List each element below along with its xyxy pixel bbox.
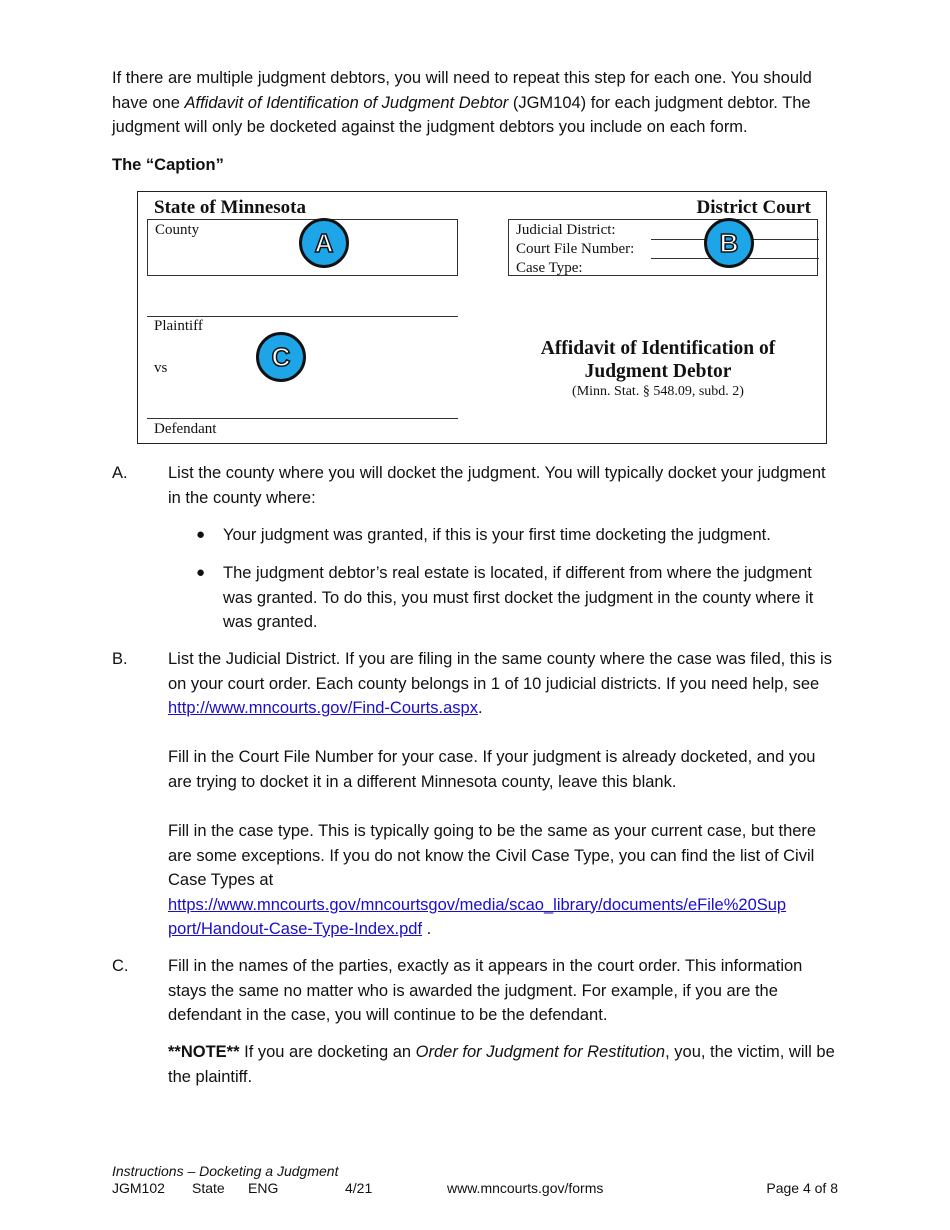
defendant-label: Defendant — [154, 421, 217, 437]
intro-paragraph: If there are multiple judgment debtors, you will need to repeat this step for each one. You should have one Affidavit of Identification of Judgment Debtor (JGM104) for each judgment debtor. The judgment will only be docketed against the judgment debtors you include on each form. — [112, 69, 812, 136]
item-a-bullet-1: Your judgment was granted, if this is your first time docketing the judgment. — [223, 526, 771, 544]
plaintiff-label: Plaintiff — [154, 318, 203, 334]
statute-citation: (Minn. Stat. § 548.09, subd. 2) — [572, 384, 744, 399]
footer-page-number: Page 4 of 8 — [766, 1180, 838, 1196]
court-title: District Court — [696, 197, 811, 218]
item-c-text: Fill in the names of the parties, exactly as it appears in the court order. This information stays the same no matter who is awarded the judgment. For example, if you are the defendant in the case, you will continue to be the defendant. — [168, 957, 803, 1024]
court-file-number-label: Court File Number: — [516, 241, 635, 257]
form-title-block — [498, 337, 818, 400]
caption-figure — [137, 191, 827, 444]
callout-a-badge: A — [299, 218, 349, 268]
note-label: **NOTE** — [168, 1043, 240, 1061]
item-b-letter: B. — [112, 650, 128, 668]
case-type-label: Case Type: — [516, 260, 583, 276]
footer-jurisdiction: State — [192, 1180, 225, 1196]
case-type-instructions: Fill in the case type. This is typically going to be the same as your current case, but there are some exceptions. If you do not know the Civil Case Type, you can find the list of Civil Case Types at https://www.mncourts.gov/mncourtsgov/media/scao_library/documents/eFile%20Sup port/Handout-Case-Type-Index.pdf . — [168, 822, 817, 938]
county-label: County — [155, 222, 200, 238]
bullet-marker: ● — [196, 526, 206, 543]
restitution-note: **NOTE** If you are docketing an Order for Judgment for Restitution, you, the victim, will be the plaintiff. — [168, 1043, 835, 1086]
judicial-district-label: Judicial District: — [516, 222, 616, 238]
case-type-index-link[interactable]: https://www.mncourts.gov/mncourtsgov/media/scao_library/documents/eFile%20Sup port/Handout-Case-Type-Index.pdf — [168, 895, 787, 938]
footer-doc-title: Instructions – Docketing a Judgment — [112, 1163, 339, 1179]
footer-language: ENG — [248, 1180, 279, 1196]
callout-c-badge: C — [256, 332, 306, 382]
footer-date: 4/21 — [345, 1180, 373, 1196]
bullet-marker: ● — [196, 564, 206, 581]
defendant-line — [147, 418, 458, 419]
item-b-text: List the Judicial District. If you are filing in the same county where the case was filed, this is on your court order. Each county belongs in 1 of 10 judicial districts. If you need help, see http://www.mncourts.gov/Find-Courts.aspx. — [168, 650, 832, 717]
caption-heading: The “Caption” — [112, 156, 224, 174]
vs-label: vs — [154, 360, 168, 376]
state-title: State of Minnesota — [154, 197, 306, 218]
footer-form-code: JGM102 — [112, 1180, 165, 1196]
form-name: Affidavit of Identification of Judgment Debtor — [184, 93, 509, 112]
court-file-number-instructions: Fill in the Court File Number for your case. If your judgment is already docketed, and you are trying to docket it in a different Minnesota county, leave this blank. — [168, 748, 816, 791]
item-a-bullet-2: The judgment debtor’s real estate is located, if different from where the judgment was granted. To do this, you must first docket the judgment in the county where it was granted. — [223, 564, 814, 631]
callout-b-badge: B — [704, 218, 754, 268]
form-title-line2: Judgment Debtor — [584, 361, 732, 382]
footer-website: www.mncourts.gov/forms — [447, 1180, 604, 1196]
court-info-box — [508, 219, 818, 276]
form-title-line1: Affidavit of Identification of — [540, 338, 776, 359]
item-c-letter: C. — [112, 957, 129, 975]
item-a-text: List the county where you will docket the judgment. You will typically docket your judgment in the county where: — [168, 464, 826, 507]
item-a-letter: A. — [112, 464, 128, 482]
find-courts-link[interactable]: http://www.mncourts.gov/Find-Courts.aspx — [168, 699, 478, 717]
